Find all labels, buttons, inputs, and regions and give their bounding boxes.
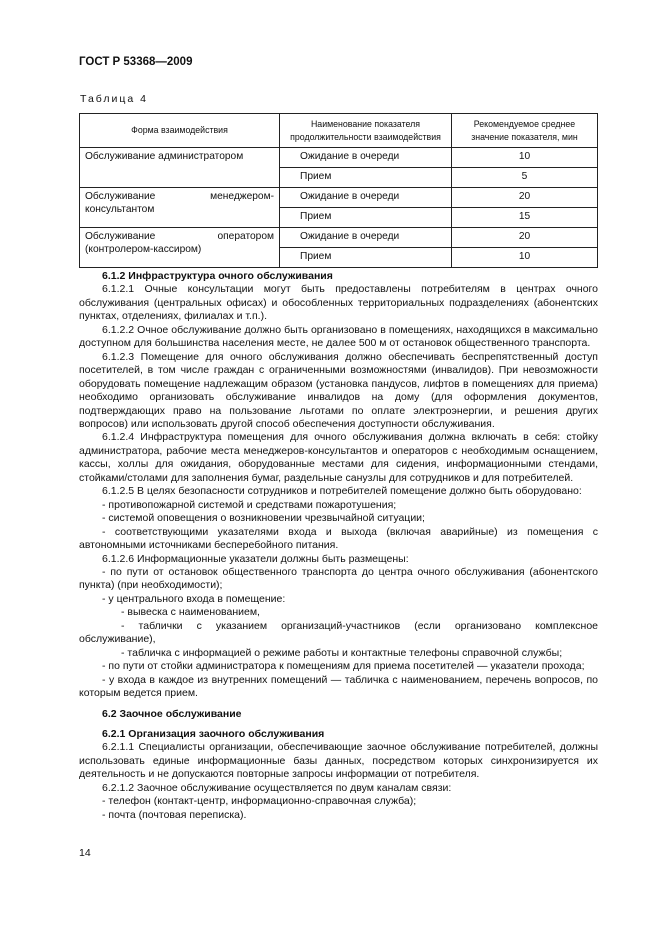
paragraph-6-1-2-6: 6.1.2.6 Информационные указатели должны быть размещены: [102, 552, 409, 565]
list-item: - по пути от стойки администратора к помещениям для приема посетителей — указатели прохода; [102, 660, 585, 673]
paragraph-6-2-1-1: 6.2.1.1 Специалисты организации, обеспечивающие заочное обслуживание потребителей, должны использовать единые информационные базы данных, посредством которых синхронизируется их деятельность и не допускаются повторные запросы информации от потребителя. [79, 741, 598, 781]
form-cell: Обслуживание менеджером-консультантом [80, 188, 280, 228]
paragraph-6-2-1-2: 6.2.1.2 Заочное обслуживание осуществляется по двум каналам связи: [102, 781, 452, 794]
table-row [80, 228, 598, 248]
value-cell: 15 [452, 208, 598, 228]
table-row [80, 188, 598, 208]
indicator-cell: Ожидание в очереди [280, 228, 452, 248]
list-item: - телефон (контакт-центр, информационно-справочная служба); [102, 795, 417, 808]
section-heading-6-1-2: 6.1.2 Инфраструктура очного обслуживания [102, 270, 333, 282]
sub-list-item: - вывеска с наименованием, [121, 606, 260, 619]
list-item: - почта (почтовая переписка). [102, 808, 247, 821]
table-row [80, 148, 598, 168]
list-item: - системой оповещения о возникновении чрезвычайной ситуации; [102, 512, 425, 525]
indicator-cell: Ожидание в очереди [280, 188, 452, 208]
value-cell: 10 [452, 248, 598, 268]
page-number: 14 [79, 847, 91, 859]
section-heading-6-2-1: 6.2.1 Организация заочного обслуживания [102, 727, 325, 740]
sub-list-item: - табличка с информацией о режиме работы и контактные телефоны справочной службы; [121, 646, 563, 659]
value-cell: 20 [452, 228, 598, 248]
value-cell: 5 [452, 168, 598, 188]
section-heading-6-2: 6.2 Заочное обслуживание [102, 707, 242, 720]
indicator-cell: Прием [280, 168, 452, 188]
list-item: - у входа в каждое из внутренних помещений — табличка с наименованием, перечень вопросов, по которым ведется прием. [79, 673, 598, 700]
list-item: - у центрального входа в помещение: [102, 592, 286, 605]
table-4 [79, 113, 598, 268]
document-body [79, 270, 598, 822]
form-cell: Обслуживание администратором [80, 148, 280, 188]
list-item: - соответствующими указателями входа и выхода (включая аварийные) из помещения с автономными источниками бесперебойного питания. [79, 525, 598, 552]
document-header: ГОСТ Р 53368—2009 [79, 56, 193, 68]
value-cell: 10 [452, 148, 598, 168]
column-header-indicator: Наименование показателя продолжительности взаимодействия [280, 114, 452, 148]
paragraph-6-1-2-5: 6.1.2.5 В целях безопасности сотрудников и потребителей помещение должно быть оборудовано: [102, 485, 582, 498]
column-header-form: Форма взаимодействия [80, 114, 280, 148]
value-cell: 20 [452, 188, 598, 208]
list-item: - по пути от остановок общественного транспорта до центра очного обслуживания (абонентского пункта) (при необходимости); [79, 565, 598, 592]
indicator-cell: Ожидание в очереди [280, 148, 452, 168]
indicator-cell: Прием [280, 208, 452, 228]
list-item: - противопожарной системой и средствами пожаротушения; [102, 498, 397, 511]
form-cell: Обслуживание оператором (контролером-кассиром) [80, 228, 280, 268]
paragraph-6-1-2-3: 6.1.2.3 Помещение для очного обслуживания должно обеспечивать беспрепятственный доступ посетителей, в том числе граждан с ограниченными возможностями (инвалидов). При невозможности оборудовать помещение надлежащим образом (установка пандусов, лифтов в помещениях для приема) необходимо организовать обслуживание инвалидов на дому (для оформления документов, подтверждающих право на пользование льготами по оплате электроэнергии, и решения других вопросов) или использовать другой способ обеспечения доступности обслуживания. [79, 350, 598, 430]
table-caption: Таблица 4 [80, 93, 148, 105]
paragraph-6-1-2-4: 6.1.2.4 Инфраструктура помещения для очного обслуживания должна включать в себя: стойку администратора, рабочие места менеджеров-консультантов и операторов с необходимым оснащением, кассы, холлы для ожидания, оборудованные местами для сидения, информационными стендами, стойками/столами для заполнения бумаг, раздельные санузлы для сотрудников и для потребителей. [79, 431, 598, 484]
paragraph-6-1-2-1: 6.1.2.1 Очные консультации могут быть предоставлены потребителям в центрах очного обслуживания (центральных офисах) и обособленных территориальных подразделениях (абонентских пунктах, отделениях, филиалах и т.п.). [79, 283, 598, 323]
column-header-value: Рекомендуемое среднее значение показателя, мин [452, 114, 598, 148]
sub-list-item: - таблички с указанием организаций-участников (если организовано комплексное обслуживание), [79, 619, 598, 646]
table-header-row [80, 114, 598, 148]
paragraph-6-1-2-2: 6.1.2.2 Очное обслуживание должно быть организовано в помещениях, находящихся в максимально доступном для большинства населения месте, не далее 500 м от остановок общественного транспорта. [79, 323, 598, 350]
indicator-cell: Прием [280, 248, 452, 268]
